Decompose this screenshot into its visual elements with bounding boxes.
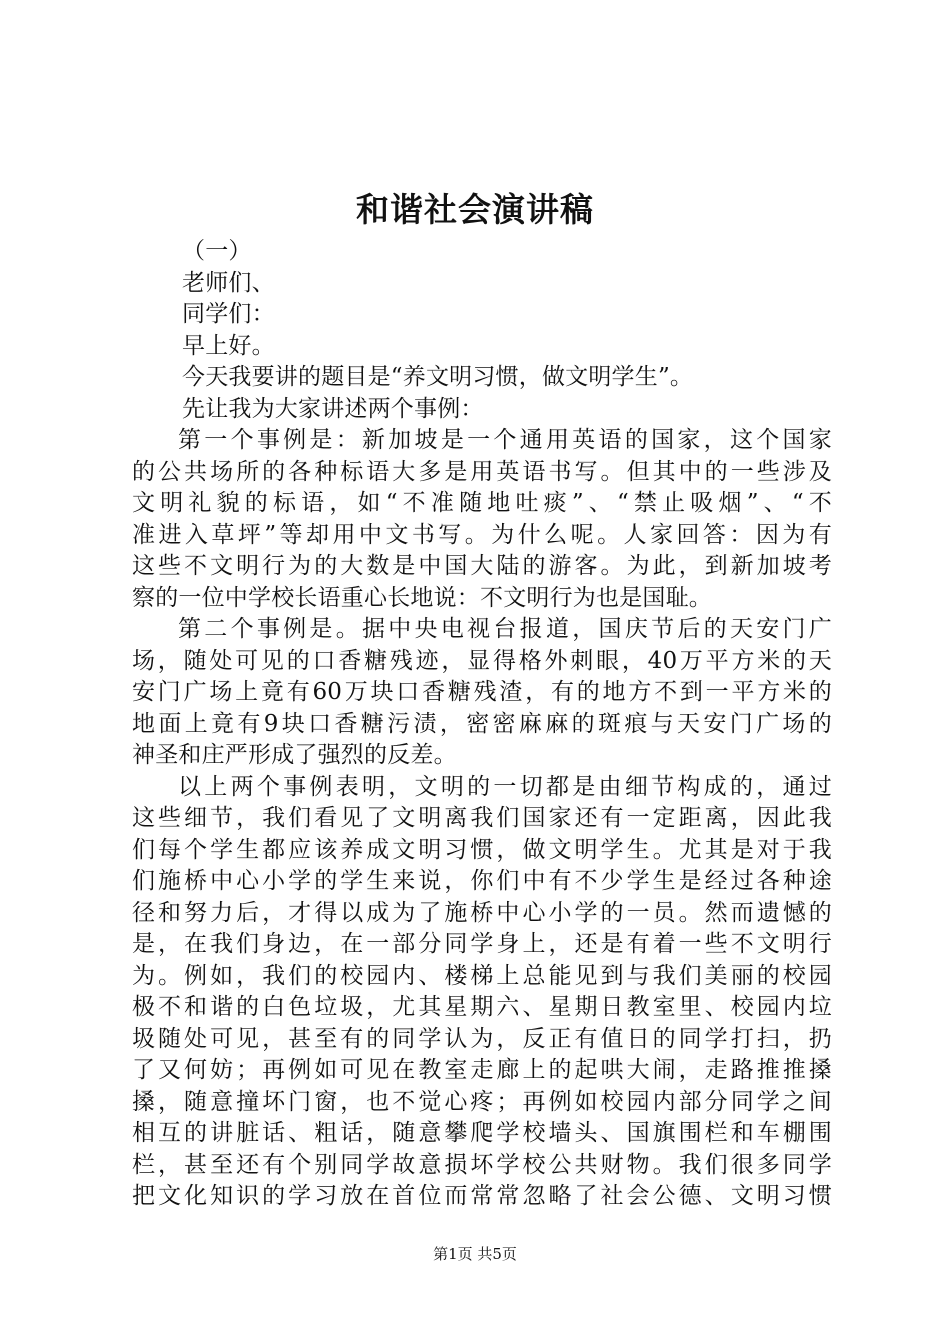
body-line: 为。例如，我们的校园内、楼梯上总能见到与我们美丽的校园 bbox=[132, 962, 832, 989]
page-footer: 第1页 共5页 bbox=[433, 1245, 517, 1263]
body-line: 老师们、 bbox=[182, 269, 275, 296]
body-line: 先让我为大家讲述两个事例： bbox=[182, 395, 484, 422]
body-line: 以上两个事例表明，文明的一切都是由细节构成的，通过 bbox=[178, 773, 832, 800]
body-line: 第一个事例是：新加坡是一个通用英语的国家，这个国家 bbox=[178, 427, 832, 453]
document-title: 和谐社会演讲稿 bbox=[356, 190, 594, 229]
body-line: 这些细节，我们看见了文明离我们国家还有一定距离，因此我 bbox=[132, 805, 832, 831]
body-line: 文明礼貌的标语，如“不准随地吐痰”、“禁止吸烟”、“不 bbox=[132, 490, 832, 516]
body-line: 们每个学生都应该养成文明习惯，做文明学生。尤其是对于我 bbox=[132, 836, 832, 863]
body-line: 栏，甚至还有个别同学故意损坏学校公共财物。我们很多同学 bbox=[132, 1151, 832, 1178]
body-line: 是，在我们身边，在一部分同学身上，还是有着一些不文明行 bbox=[132, 931, 832, 957]
body-line: 的公共场所的各种标语大多是用英语书写。但其中的一些涉及 bbox=[132, 458, 832, 485]
body-line: 搡，随意撞坏门窗，也不觉心疼；再例如校园内部分同学之间 bbox=[132, 1088, 832, 1115]
body-line: 把文化知识的学习放在首位而常常忽略了社会公德、文明习惯 bbox=[132, 1183, 832, 1209]
body-line: 们施桥中心小学的学生来说，你们中有不少学生是经过各种途 bbox=[132, 868, 832, 894]
body-line: 圾随处可见，甚至有的同学认为，反正有值日的同学打扫，扔 bbox=[132, 1025, 832, 1052]
body-line: 了又何妨；再例如可见在教室走廊上的起哄大闹，走路推推搡 bbox=[132, 1057, 832, 1083]
body-line: 同学们： bbox=[182, 301, 275, 327]
body-line: 径和努力后，才得以成为了施桥中心小学的一员。然而遗憾的 bbox=[132, 899, 832, 926]
body-line: 准进入草坪”等却用中文书写。为什么呢。人家回答：因为有 bbox=[132, 521, 832, 548]
body-line: 察的一位中学校长语重心长地说：不文明行为也是国耻。 bbox=[132, 584, 712, 611]
body-line: 今天我要讲的题目是“养文明习惯，做文明学生”。 bbox=[182, 364, 694, 390]
body-line: 相互的讲脏话、粗话，随意攀爬学校墙头、国旗围栏和车棚围 bbox=[132, 1120, 832, 1146]
body-line: 神圣和庄严形成了强烈的反差。 bbox=[132, 742, 457, 768]
body-line: 第二个事例是。据中央电视台报道，国庆节后的天安门广 bbox=[178, 616, 832, 642]
body-line: 这些不文明行为的大数是中国大陆的游客。为此，到新加坡考 bbox=[132, 553, 832, 579]
body-line: 场，随处可见的口香糖残迹，显得格外刺眼，40万平方米的天 bbox=[132, 647, 832, 674]
body-line: 早上好。 bbox=[182, 332, 275, 359]
body-line: （一） bbox=[182, 238, 252, 264]
document-body bbox=[132, 236, 832, 1213]
body-line: 地面上竟有9块口香糖污渍，密密麻麻的斑痕与天安门广场的 bbox=[132, 710, 832, 737]
body-line: 极不和谐的白色垃圾，尤其星期六、星期日教室里、校园内垃 bbox=[132, 994, 832, 1020]
body-line: 安门广场上竟有60万块口香糖残渣，有的地方不到一平方米的 bbox=[132, 679, 832, 705]
